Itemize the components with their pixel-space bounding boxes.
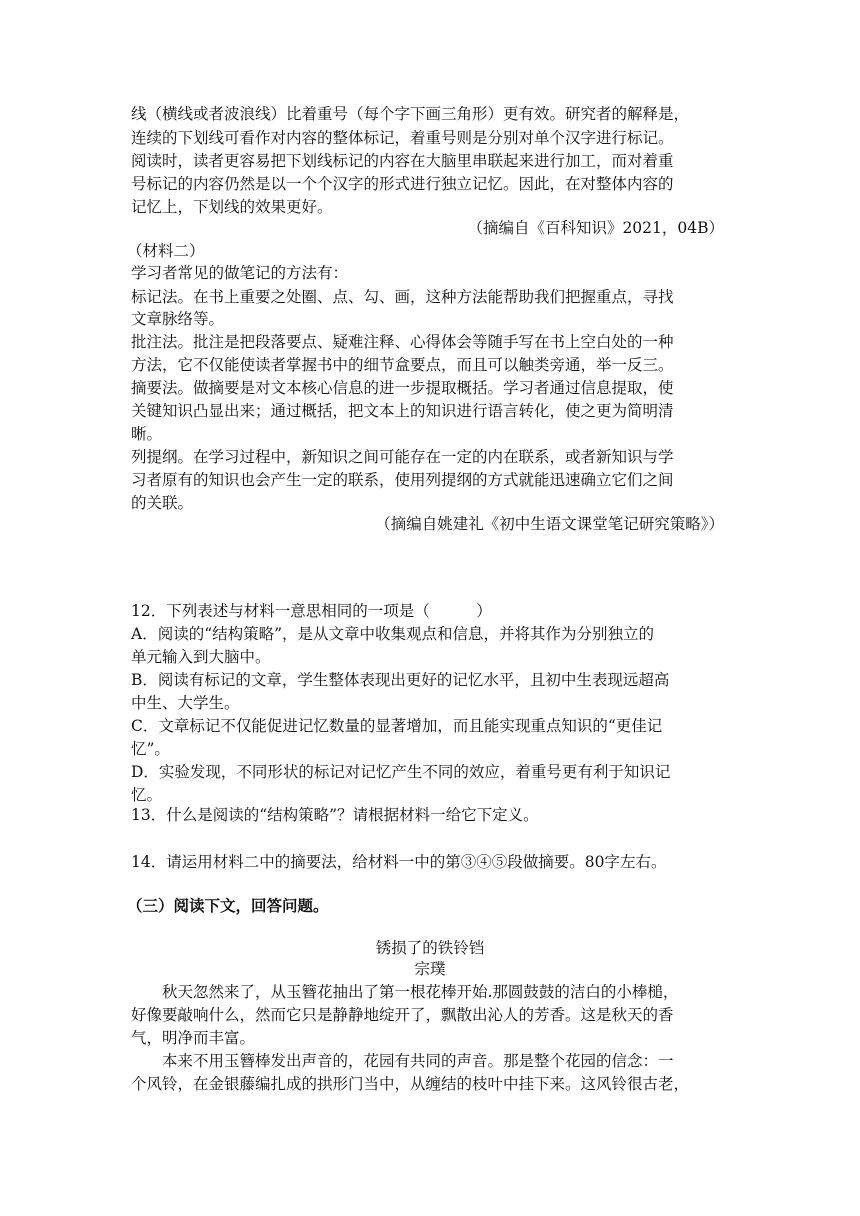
material2-source: （摘编自姚建礼《初中生语文课堂笔记研究策略》）: [375, 515, 724, 533]
article-paragraph-line: 气，明净而丰富。: [131, 1029, 256, 1047]
material1-source: （摘编自《百科知识》2021，04B）: [467, 219, 724, 237]
material2-line: 列提纲。在学习过程中，新知识之间可能存在一定的内在联系，或者新知识与学: [131, 448, 674, 466]
material1-line: 连续的下划线可看作对内容的整体标记，着重号则是分别对单个汉字进行标记。: [131, 129, 674, 147]
material2-line: 习者原有的知识也会产生一定的联系，使用列提纲的方式就能迅速确立它们之间: [131, 471, 674, 489]
material2-line: 的关联。: [131, 494, 194, 512]
material2-line: 摘要法。做摘要是对文本核心信息的进一步提取概括。学习者通过信息提取，使: [131, 379, 674, 397]
question-12-option: A．阅读的“结构策略”，是从文章中收集观点和信息，并将其作为分别独立的: [131, 625, 655, 643]
section3-heading: （三）阅读下文，回答问题。: [127, 896, 329, 915]
material1-line: 线（横线或者波浪线）比着重号（每个字下画三角形）更有效。研究者的解释是，: [131, 105, 690, 123]
question-12-option: D．实验发现，不同形状的标记对记忆产生不同的效应，着重号更有利于知识记: [131, 763, 671, 781]
material2-line: 方法，它不仅能使读者掌握书中的细节盒要点，而且可以触类旁通，举一反三。: [131, 356, 674, 374]
article-paragraph-line: 个风铃，在金银藤编扎成的拱形门当中，从缠结的枝叶中挂下来。这风铃很古老，: [131, 1075, 690, 1093]
material2-line: 标记法。在书上重要之处圈、点、勾、画，这种方法能帮助我们把握重点，寻找: [131, 288, 674, 306]
question-13: 13．什么是阅读的“结构策略”？请根据材料一给它下定义。: [131, 806, 539, 824]
material1-line: 记忆上，下划线的效果更好。: [131, 198, 333, 216]
material2-line: 晰。: [131, 425, 163, 443]
question-12-option: C．文章标记不仅能促进记忆数量的显著增加，而且能实现重点知识的“更佳记: [131, 717, 663, 735]
material1-line: 阅读时，读者更容易把下划线标记的内容在大脑里串联起来进行加工，而对着重: [131, 152, 674, 170]
question-12-option: 中生、大学生。: [131, 694, 240, 712]
question-12-option: 单元输入到大脑中。: [131, 648, 271, 666]
question-12-option: 忆”。: [131, 740, 170, 758]
article-author: 宗璞: [414, 960, 446, 978]
question-14: 14．请运用材料二中的摘要法，给材料一中的第③④⑤段做摘要。80字左右。: [131, 853, 667, 871]
article-paragraph-line: 秋天忽然来了，从玉簪花抽出了第一根花棒开始.那圆鼓鼓的洁白的小棒槌，: [162, 983, 679, 1001]
question-12-option: 忆。: [131, 786, 163, 804]
article-paragraph-line: 好像要敲响什么，然而它只是静静地绽开了，飘散出沁人的芳香。这是秋天的香: [131, 1006, 674, 1024]
material2-heading: （材料二）: [127, 242, 205, 260]
material2-line: 学习者常见的做笔记的方法有：: [131, 264, 349, 282]
material2-line: 文章脉络等。: [131, 310, 225, 328]
article-title: 锈损了的铁铃铛: [375, 939, 485, 957]
question-12-stem: 12．下列表述与材料一意思相同的一项是（ ）: [131, 602, 492, 620]
material1-line: 号标记的内容仍然是以一个个汉字的形式进行独立记忆。因此，在对整体内容的: [131, 175, 674, 193]
article-paragraph-line: 本来不用玉簪棒发出声音的，花园有共同的声音。那是整个花园的信念：一: [162, 1052, 674, 1070]
material2-line: 批注法。批注是把段落要点、疑难注释、心得体会等随手写在书上空白处的一种: [131, 333, 674, 351]
material2-line: 关键知识凸显出来；通过概括，把文本上的知识进行语言转化，使之更为简明清: [131, 402, 674, 420]
question-12-option: B．阅读有标记的文章，学生整体表现出更好的记忆水平，且初中生表现远超高: [131, 671, 670, 689]
